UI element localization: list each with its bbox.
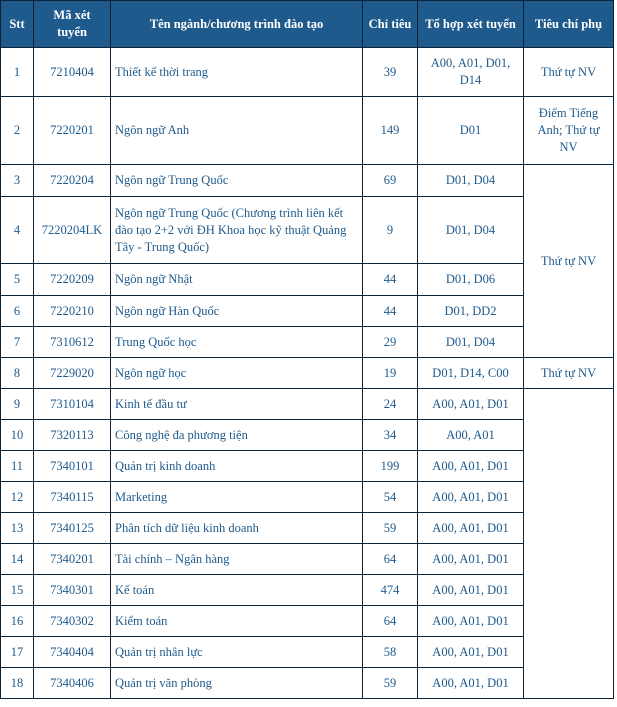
cell-name: Ngôn ngữ Hàn Quốc	[111, 296, 363, 327]
table-row	[1, 97, 614, 165]
cell-combination: A00, A01, D01	[418, 544, 524, 575]
cell-code: 7340404	[34, 637, 111, 668]
cell-combination: A00, A01, D01	[418, 668, 524, 699]
cell-name: Kế toán	[111, 575, 363, 606]
cell-criteria: Thứ tự NV	[524, 165, 614, 358]
cell-code: 7220204	[34, 165, 111, 197]
table-row	[1, 451, 614, 482]
cell-stt: 5	[1, 264, 34, 296]
cell-quota: 64	[363, 544, 418, 575]
cell-name: Tài chính – Ngân hàng	[111, 544, 363, 575]
cell-name: Quản trị nhân lực	[111, 637, 363, 668]
cell-quota: 149	[363, 97, 418, 165]
table-row	[1, 358, 614, 389]
cell-quota: 199	[363, 451, 418, 482]
cell-stt: 11	[1, 451, 34, 482]
table-row	[1, 48, 614, 97]
table-row	[1, 544, 614, 575]
cell-criteria: Thứ tự NV	[524, 358, 614, 389]
header-row	[1, 1, 614, 48]
header-name: Tên ngành/chương trình đào tạo	[111, 1, 363, 48]
cell-stt: 15	[1, 575, 34, 606]
header-stt: Stt	[1, 1, 34, 48]
cell-stt: 18	[1, 668, 34, 699]
cell-quota: 54	[363, 482, 418, 513]
cell-combination: A00, A01, D01	[418, 451, 524, 482]
cell-name: Ngôn ngữ Trung Quốc	[111, 165, 363, 197]
cell-name: Thiết kế thời trang	[111, 48, 363, 97]
table-row	[1, 606, 614, 637]
cell-stt: 4	[1, 197, 34, 264]
cell-quota: 29	[363, 327, 418, 358]
cell-code: 7220210	[34, 296, 111, 327]
cell-code: 7229020	[34, 358, 111, 389]
cell-stt: 9	[1, 389, 34, 420]
cell-name: Quản trị văn phòng	[111, 668, 363, 699]
cell-quota: 474	[363, 575, 418, 606]
cell-combination: A00, A01, D01	[418, 482, 524, 513]
cell-criteria: Thứ tự NV	[524, 48, 614, 97]
table-row	[1, 482, 614, 513]
cell-stt: 8	[1, 358, 34, 389]
table-row	[1, 668, 614, 699]
cell-name: Kinh tế đầu tư	[111, 389, 363, 420]
cell-quota: 19	[363, 358, 418, 389]
cell-quota: 58	[363, 637, 418, 668]
cell-combination: A00, A01, D01	[418, 513, 524, 544]
cell-combination: A00, A01, D01, D14	[418, 48, 524, 97]
cell-name: Kiểm toán	[111, 606, 363, 637]
cell-stt: 16	[1, 606, 34, 637]
cell-code: 7340302	[34, 606, 111, 637]
table-row	[1, 420, 614, 451]
cell-stt: 13	[1, 513, 34, 544]
cell-quota: 44	[363, 296, 418, 327]
cell-code: 7220209	[34, 264, 111, 296]
cell-combination: D01	[418, 97, 524, 165]
table-row	[1, 296, 614, 327]
cell-code: 7210404	[34, 48, 111, 97]
cell-name: Trung Quốc học	[111, 327, 363, 358]
cell-combination: A00, A01, D01	[418, 389, 524, 420]
cell-code: 7320113	[34, 420, 111, 451]
cell-quota: 44	[363, 264, 418, 296]
cell-quota: 59	[363, 513, 418, 544]
cell-stt: 6	[1, 296, 34, 327]
cell-criteria-empty	[524, 389, 614, 699]
cell-stt: 2	[1, 97, 34, 165]
table-row	[1, 264, 614, 296]
cell-name: Ngôn ngữ Nhật	[111, 264, 363, 296]
cell-code: 7310104	[34, 389, 111, 420]
cell-combination: D01, DD2	[418, 296, 524, 327]
cell-code: 7310612	[34, 327, 111, 358]
cell-stt: 14	[1, 544, 34, 575]
header-quota: Chỉ tiêu	[363, 1, 418, 48]
cell-combination: A00, A01	[418, 420, 524, 451]
cell-stt: 3	[1, 165, 34, 197]
cell-stt: 7	[1, 327, 34, 358]
table-row	[1, 197, 614, 264]
header-combination: Tổ hợp xét tuyển	[418, 1, 524, 48]
cell-name: Marketing	[111, 482, 363, 513]
cell-code: 7220201	[34, 97, 111, 165]
cell-code: 7220204LK	[34, 197, 111, 264]
cell-code: 7340115	[34, 482, 111, 513]
cell-quota: 59	[363, 668, 418, 699]
cell-combination: D01, D04	[418, 327, 524, 358]
cell-stt: 10	[1, 420, 34, 451]
cell-combination: A00, A01, D01	[418, 637, 524, 668]
cell-code: 7340101	[34, 451, 111, 482]
table-row	[1, 513, 614, 544]
header-criteria: Tiêu chí phụ	[524, 1, 614, 48]
cell-quota: 34	[363, 420, 418, 451]
table-row	[1, 327, 614, 358]
cell-stt: 1	[1, 48, 34, 97]
table-row	[1, 575, 614, 606]
table-row	[1, 165, 614, 197]
cell-criteria: Điểm Tiếng Anh; Thứ tự NV	[524, 97, 614, 165]
table-row	[1, 637, 614, 668]
cell-stt: 17	[1, 637, 34, 668]
cell-name: Ngôn ngữ Anh	[111, 97, 363, 165]
cell-combination: D01, D06	[418, 264, 524, 296]
cell-code: 7340301	[34, 575, 111, 606]
cell-quota: 69	[363, 165, 418, 197]
cell-code: 7340125	[34, 513, 111, 544]
cell-name: Ngôn ngữ học	[111, 358, 363, 389]
cell-quota: 24	[363, 389, 418, 420]
header-code: Mã xét tuyển	[34, 1, 111, 48]
cell-name: Công nghệ đa phương tiện	[111, 420, 363, 451]
cell-quota: 9	[363, 197, 418, 264]
cell-combination: D01, D04	[418, 197, 524, 264]
cell-code: 7340201	[34, 544, 111, 575]
cell-code: 7340406	[34, 668, 111, 699]
cell-combination: A00, A01, D01	[418, 575, 524, 606]
cell-combination: D01, D14, C00	[418, 358, 524, 389]
cell-combination: A00, A01, D01	[418, 606, 524, 637]
table-row	[1, 389, 614, 420]
cell-name: Quản trị kinh doanh	[111, 451, 363, 482]
cell-stt: 12	[1, 482, 34, 513]
cell-name: Ngôn ngữ Trung Quốc (Chương trình liên kết đào tạo 2+2 với ĐH Khoa học kỹ thuật Quảng Tây - Trung Quốc)	[111, 197, 363, 264]
cell-combination: D01, D04	[418, 165, 524, 197]
cell-quota: 64	[363, 606, 418, 637]
cell-quota: 39	[363, 48, 418, 97]
cell-name: Phân tích dữ liệu kinh doanh	[111, 513, 363, 544]
